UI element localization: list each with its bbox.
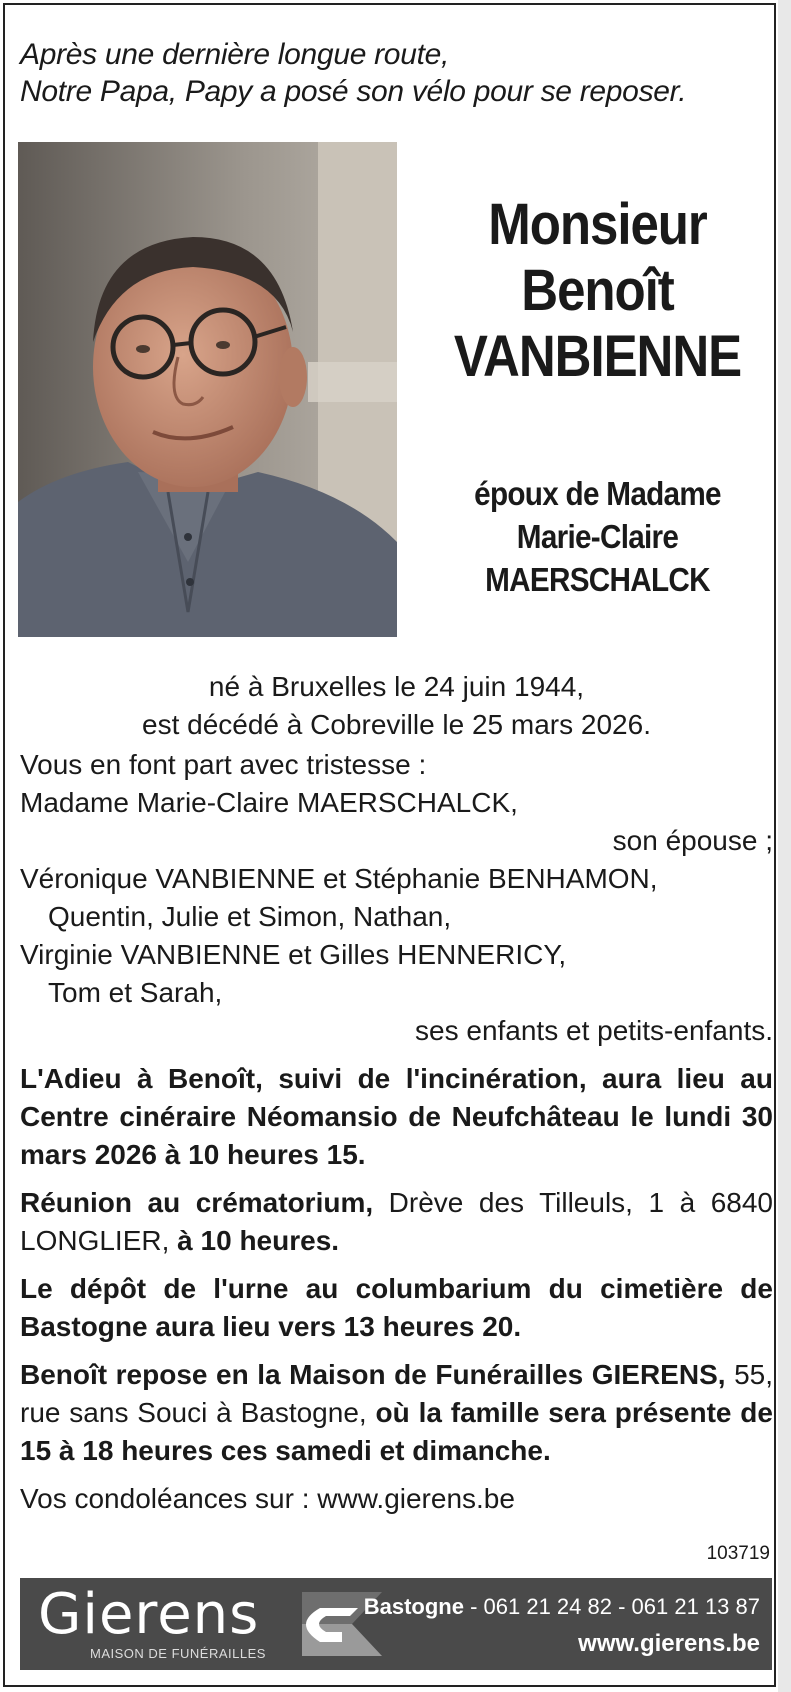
family-spouse-role: son épouse ; [612,825,773,856]
rest-bold-end: où la famille sera présente de 15 à 18 heures ces samedi et dimanche. [20,1397,773,1466]
contact-phone-numbers: - 061 21 24 82 - 061 21 13 87 [463,1594,760,1619]
deceased-name [420,192,775,390]
intro-line-2: Notre Papa, Papy a posé son vélo pour se reposer. [20,75,687,108]
spouse-line-3: MAERSCHALCK [485,561,710,598]
family-child-1: Véronique VANBIENNE et Stéphanie BENHAMON, [20,863,658,894]
meeting-notice [20,1184,773,1260]
condolences-line: Vos condoléances sur : www.gierens.be [20,1483,515,1514]
portrait-illustration [18,142,397,637]
family-grandchildren-2: Tom et Sarah, [48,977,223,1008]
reference-number: 103719 [706,1543,770,1564]
birth-line: né à Bruxelles le 24 juin 1944, [208,671,585,702]
meeting-bold-start: Réunion au crématorium, [20,1187,374,1218]
contact-website[interactable]: www.gierens.be [578,1630,760,1657]
name-first: Benoît [521,258,674,323]
funeral-home-banner [20,1578,772,1670]
meeting-bold-end: à 10 heures. [169,1225,340,1256]
family-grandchildren-1: Quentin, Julie et Simon, Nathan, [48,901,452,932]
brand-subtitle: MAISON DE FUNÉRAILLES [90,1646,266,1661]
rest-notice [20,1356,773,1470]
spouse-line-1: époux de Madame [474,475,721,512]
rest-address: 55, rue sans Souci à Bastogne, [20,1359,773,1428]
family-intro: Vous en font part avec tristesse : [20,749,427,780]
contact-city: Bastogne [363,1594,464,1619]
intro-line-1: Après une dernière longue route, [20,38,450,71]
death-line: est décédé à Cobreville le 25 mars 2026. [142,709,651,740]
intro-verse [20,36,765,110]
spouse-line-2: Marie-Claire [516,518,679,555]
family-spouse-name: Madame Marie-Claire MAERSCHALCK, [20,787,518,818]
ceremony-notice: L'Adieu à Benoît, suivi de l'incinération, aura lieu au Centre cinéraire Néomansio de Neufchâteau le lundi 30 mars 2026 à 10 heures 15. [20,1063,773,1170]
contact-phones [364,1594,760,1620]
page-edge-rail [778,0,791,1692]
obituary-body [20,746,773,1518]
spouse-mention [420,472,775,601]
brand-logo-text: Gierens [38,1582,260,1647]
name-last: VANBIENNE [453,324,742,389]
life-dates [18,668,775,744]
meeting-address: Drève des Tilleuls, 1 à 6840 LONGLIER, [20,1187,773,1256]
family-children-role: ses enfants et petits-enfants. [415,1015,773,1046]
rest-bold-start: Benoît repose en la Maison de Funérailles GIERENS, [20,1359,726,1390]
urn-notice: Le dépôt de l'urne au columbarium du cimetière de Bastogne aura lieu vers 13 heures 20. [20,1273,773,1342]
family-child-2: Virginie VANBIENNE et Gilles HENNERICY, [20,939,567,970]
name-title: Monsieur [488,192,707,257]
portrait-photo [18,142,397,637]
